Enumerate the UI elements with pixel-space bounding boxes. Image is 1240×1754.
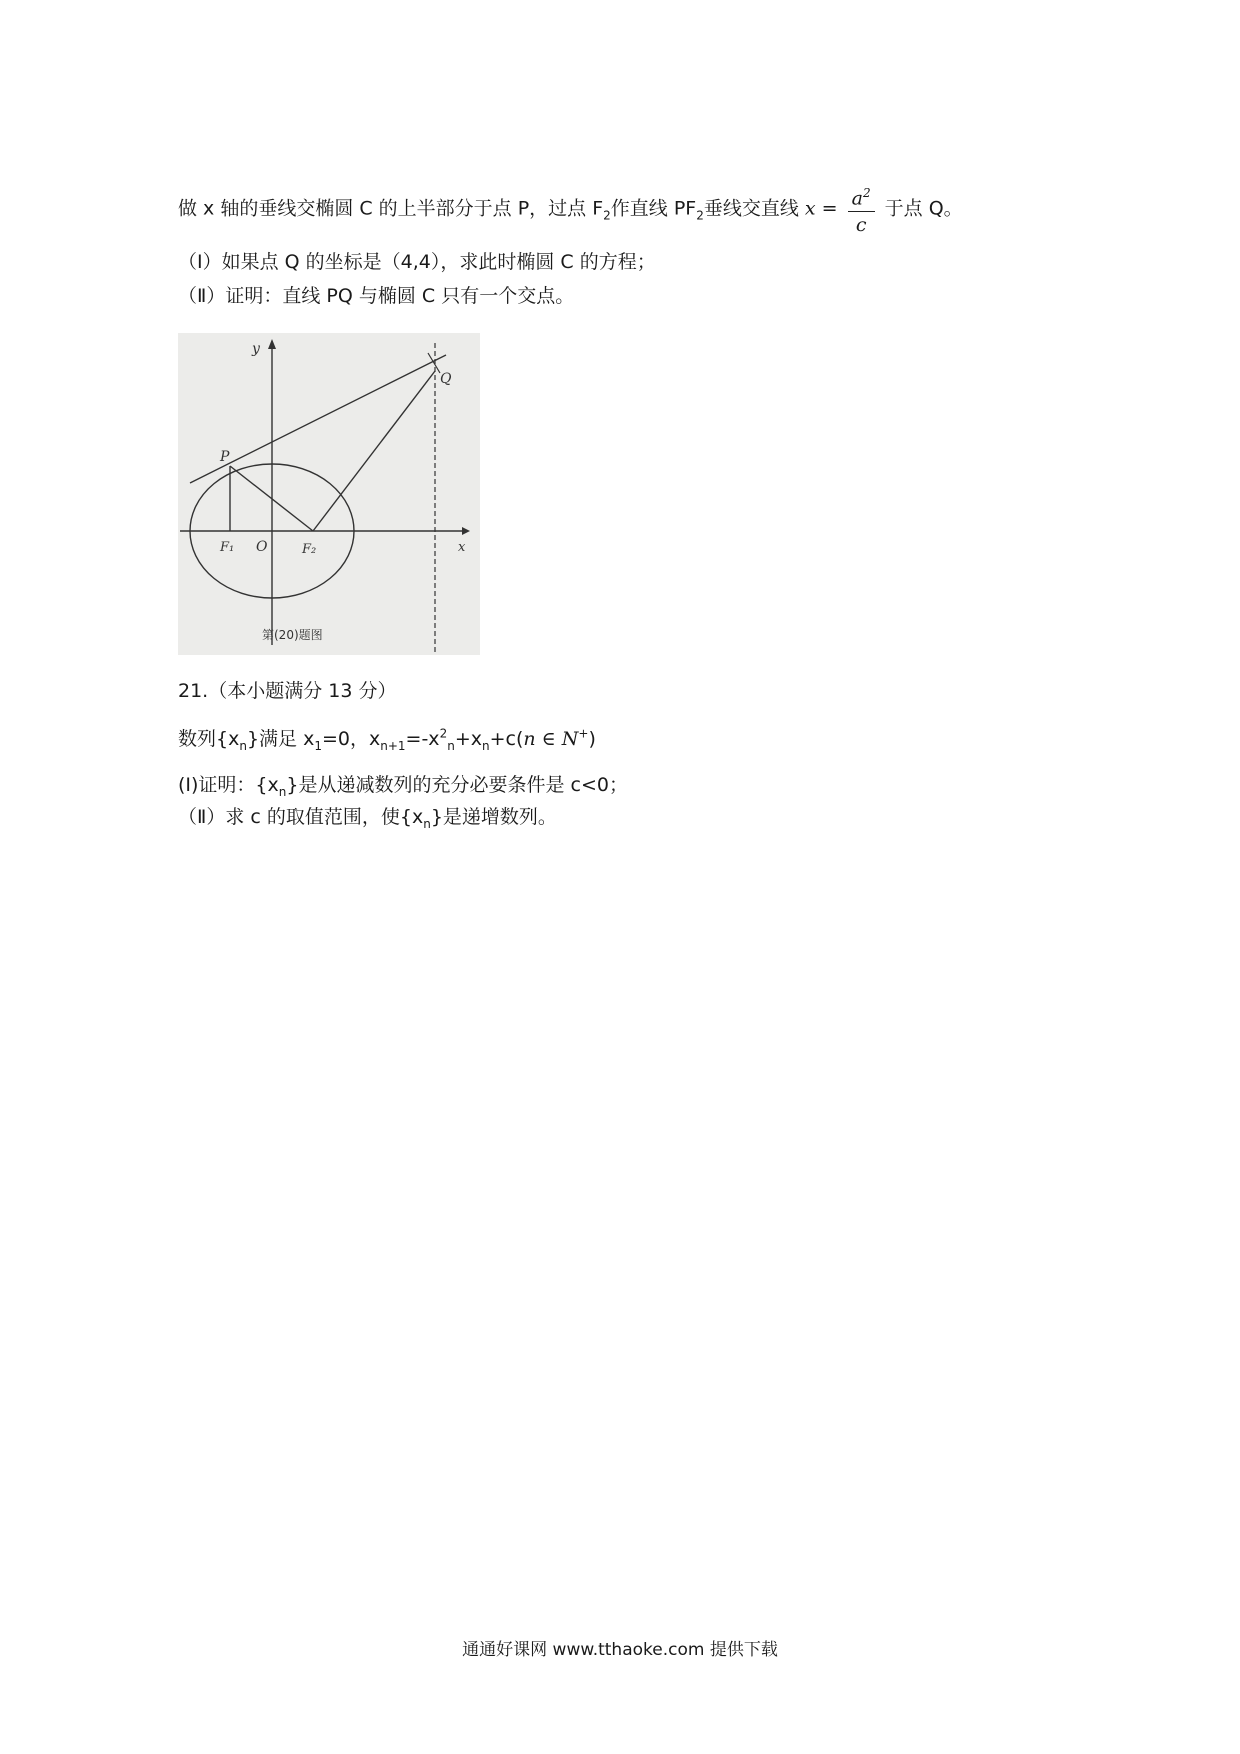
line-f2-q — [313, 371, 435, 531]
subscript: 2 — [696, 208, 704, 223]
text-span: }是从递减数列的充分必要条件是 c<0； — [286, 774, 628, 796]
problem21-title: 21.（本小题满分 13 分） — [178, 680, 397, 702]
label-f1: F₁ — [220, 540, 235, 555]
label-p: P — [220, 449, 230, 465]
text-span: }满足 x — [246, 728, 315, 750]
subscript: n — [239, 738, 247, 753]
subscript: n+1 — [380, 738, 406, 753]
label-y: y — [252, 341, 260, 357]
text-span: =-x — [405, 728, 440, 750]
page-footer: 通通好课网 www.tthaoke.com 提供下载 — [462, 1640, 778, 1660]
x-axis-arrow — [462, 527, 470, 535]
problem20-condition-line — [178, 180, 963, 238]
fraction-denominator: c — [855, 214, 867, 237]
problem21-part1 — [178, 770, 628, 799]
superscript: + — [578, 726, 589, 741]
math-x: x = — [804, 197, 838, 220]
text-span: 于点 Q。 — [884, 197, 963, 220]
label-q: Q — [440, 371, 452, 387]
ellipse-diagram-svg — [178, 333, 480, 655]
problem20-part2: （Ⅱ）证明：直线 PQ 与椭圆 C 只有一个交点。 — [178, 285, 575, 307]
text-span: 数列{x — [178, 728, 240, 750]
subscript: n — [423, 816, 431, 831]
subscript: 2 — [603, 208, 611, 223]
ellipse-figure — [178, 333, 480, 655]
text-span: (Ⅰ)证明：{x — [178, 774, 279, 796]
y-axis-arrow — [268, 339, 276, 349]
text-span: ) — [588, 728, 596, 750]
superscript: 2 — [439, 726, 448, 741]
subscript: 1 — [314, 738, 322, 753]
problem21-condition — [178, 724, 596, 753]
math-n-in-n: n ∈ N — [523, 728, 579, 750]
problem20-part1: （Ⅰ）如果点 Q 的坐标是（4,4），求此时椭圆 C 的方程； — [178, 251, 656, 273]
subscript: n — [278, 784, 287, 799]
numerator-exponent: 2 — [862, 186, 871, 200]
label-f2: F₂ — [302, 542, 317, 557]
text-span: 做 x 轴的垂线交椭圆 C 的上半部分于点 P，过点 F — [178, 197, 604, 220]
text-span: 作直线 PF — [610, 197, 697, 220]
numerator-a: a — [851, 187, 863, 210]
text-span: 垂线交直线 — [703, 197, 799, 220]
fraction-a2-over-c — [848, 180, 875, 238]
label-o: O — [256, 539, 268, 555]
text-span: +x — [454, 728, 482, 750]
problem21-part2 — [178, 802, 557, 831]
text-span: =0，x — [321, 728, 381, 750]
text-span: （Ⅱ）求 c 的取值范围，使{x — [178, 806, 424, 828]
fraction-numerator — [848, 180, 875, 212]
subscript: n — [481, 738, 490, 753]
label-x: x — [458, 540, 466, 555]
figure-caption: 第(20)题图 — [262, 628, 323, 642]
subscript: n — [447, 738, 455, 753]
text-span: }是递增数列。 — [430, 806, 557, 828]
text-span: +c( — [489, 728, 524, 750]
